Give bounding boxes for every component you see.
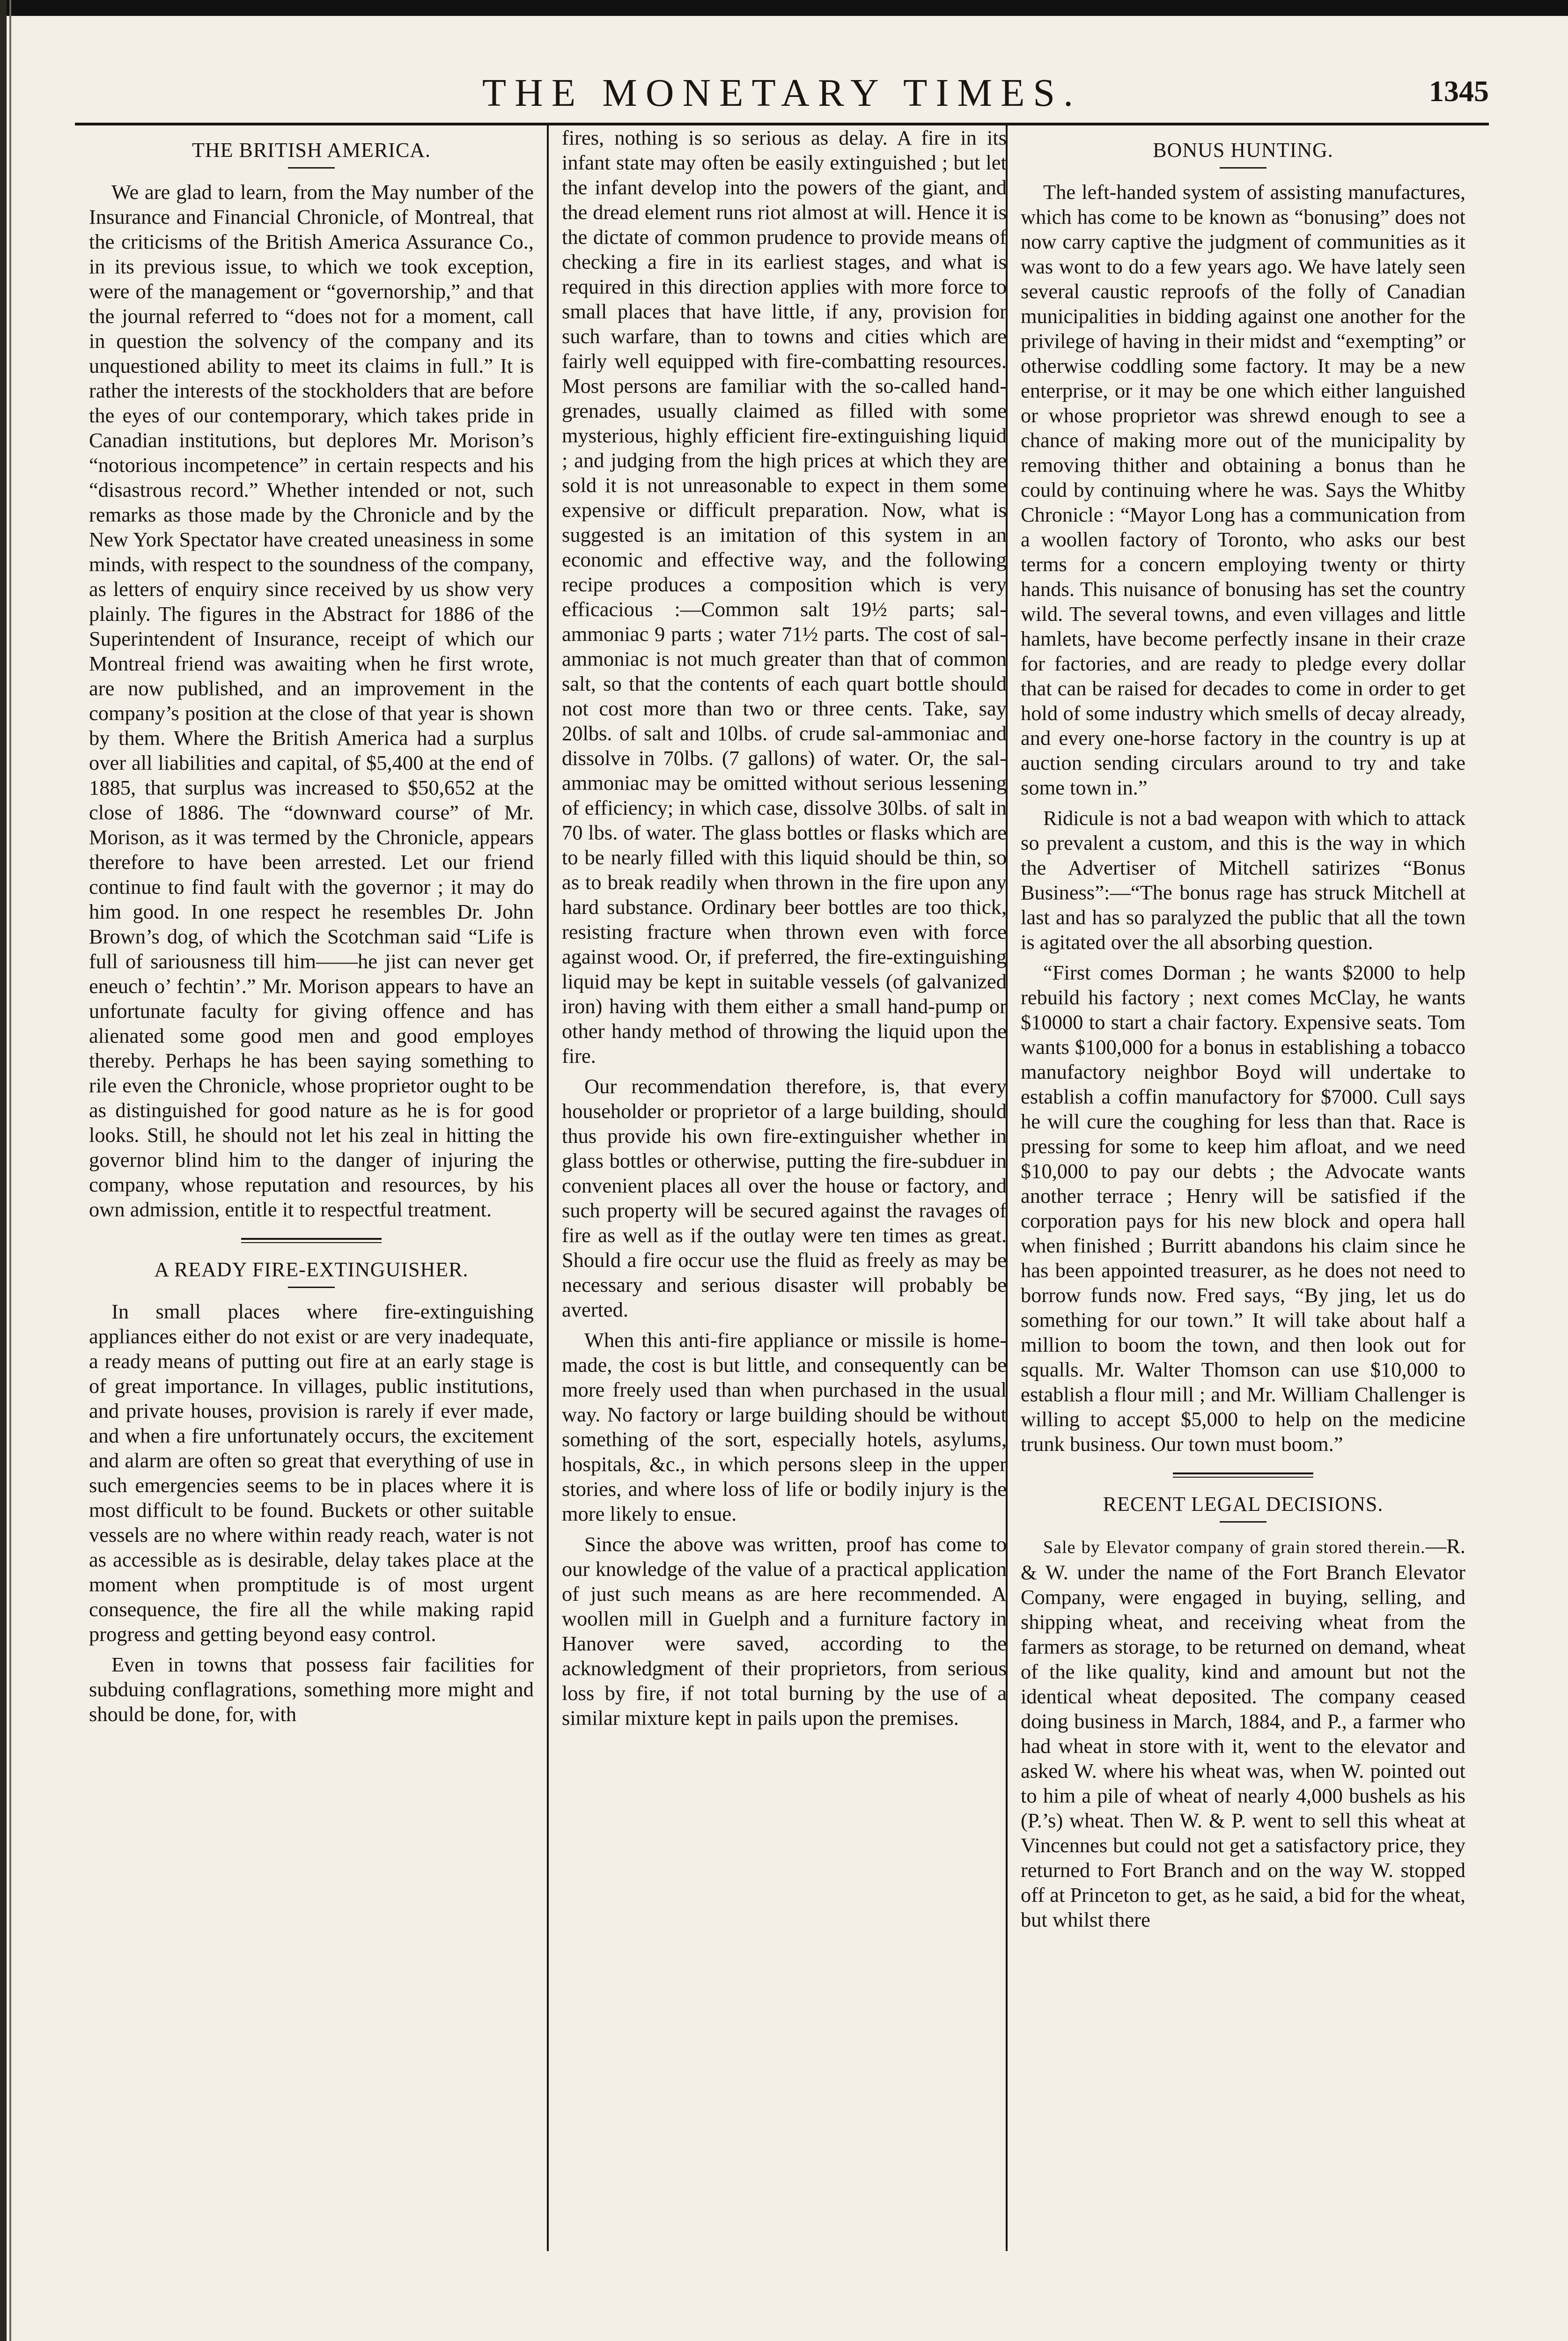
page-top-edge <box>0 0 1568 16</box>
case-text: —R. & W. under the name of the Fort Branch Elevator Company, were engaged in buying, selling, and shipping wheat, and receiving wheat from the farmers as storage, to be returned on demand, wheat of the like quality, kind and amount but not the identical wheat deposited. The company ceased doing business in March, 1884, and P., a farmer who had wheat in store with it, went to the elevator and asked W. where his wheat was, when W. pointed out to him a pile of wheat of nearly 4,000 bushels as his (P.’s) wheat. Then W. & P. went to sell this wheat at Vincennes but could not get a satisfactory price, they returned to Fort Branch and on the way W. stopped off at Princeton to get, as he said, a bid for the wheat, but whilst there <box>1021 1534 1465 1931</box>
article-paragraph: fires, nothing is so serious as delay. A fire in its infant state may often be easily extinguished ; but let the infant develop into the powers of the giant, and the dread element runs riot almost at will. Hence it is the dictate of common prudence to provide means of checking a fire in its earliest stages, and what is required in this direction applies with more force to small places that have little, if any, provision for such warfare, than to towns and cities which are fairly well equipped with fire-combatting resources. Most persons are familiar with the so-called hand-grenades, usually claimed as filled with some mysterious, highly efficient fire-extinguishing liquid ; and judging from the high prices at which they are sold it is not unreasonable to expect in them some expensive or difficult preparation. Now, what is suggested is an imitation of this system in an economic and effective way, and the following recipe produces a composition which is very efficacious :—Common salt 19½ parts; sal-ammoniac 9 parts ; water 71½ parts. The cost of sal-ammoniac is not much greater than that of common salt, so that the contents of each quart bottle should not cost more than two or three cents. Take, say 20lbs. of salt and 10lbs. of crude sal-ammoniac and dissolve in 70lbs. (7 gallons) of water. Or, the sal-ammoniac may be omitted without serious lessening of efficiency; in which case, dissolve 30lbs. of salt in 70 lbs. of water. The glass bottles or flasks which are to be nearly filled with this liquid should be thin, so as to break readily when thrown in the fire upon any hard substance. Ordinary beer bottles are too thick, resisting fracture when thrown even with force against wood. Or, if preferred, the fire-extinguishing liquid may be kept in suitable vessels (of galvanized iron) having with them either a small hand-pump or other handy method of throwing the liquid upon the fire. <box>562 126 1007 1067</box>
article-paragraph: Since the above was written, proof has come to our knowledge of the value of a practical application of just such means as are here recommended. A woollen mill in Guelph and a furniture factory in Hanover were saved, according to the acknowledgment of their proprietors, from serious loss by fire, if not total burning by the use of a similar mixture kept in pails upon the premises. <box>562 1532 1007 1730</box>
article-paragraph <box>1021 1534 1465 1932</box>
article-paragraph: We are glad to learn, from the May number of the Insurance and Financial Chronicle, of Montreal, that the criticisms of the British America Assurance Co., in its previous issue, to which we took exception, were of the management or “governorship,” and that the journal referred to “does not for a moment, call in question the solvency of the company and its unquestioned ability to meet its claims in full.” It is rather the interests of the stockholders that are before the eyes of our contemporary, which takes pride in Canadian institutions, but deplores Mr. Morison’s “notorious incompetence” in certain respects and his “disastrous record.” Whether intended or not, such remarks as those made by the Chronicle and by the New York Spectator have created uneasiness in some minds, with respect to the soundness of the company, as letters of enquiry since received by us show very plainly. The figures in the Abstract for 1886 of the Superintendent of Insurance, receipt of which our Montreal friend was awaiting when he first wrote, are now published, and an improvement in the company’s position at the close of that year is shown by them. Where the British America had a surplus over all liabilities and capital, of $5,400 at the end of 1885, that surplus was increased to $50,652 at the close of 1886. The “downward course” of Mr. Morison, as it was termed by the Chronicle, appears therefore to have been arrested. Let our friend continue to find fault with the governor ; it may do him good. In one respect he resembles Dr. John Brown’s dog, of which the Scotchman said “Life is full of sariousness till him——he jist can never get eneuch o’ fechtin’.” Mr. Morison appears to have an unfortunate faculty for giving offence and has alienated some good men and good employes thereby. Perhaps he has been saying something to rile even the Chronicle, whose proprietor ought to be as distinguished for good nature as he is for good looks. Still, he should not let his zeal in hitting the governor blind him to the danger of injuring the company, whose reputation and resources, by his own admission, entitle it to respectful treatment. <box>89 180 534 1221</box>
heading-rule <box>1220 1521 1266 1523</box>
column-rule-1 <box>547 125 549 2251</box>
column-1 <box>89 125 534 2289</box>
article-paragraph: The left-handed system of assisting manufactures, which has come to be known as “bonusing” does not now carry captive the judgment of communities as it was wont to do a few years ago. We have lately seen several caustic reproofs of the folly of Canadian municipalities in bidding against one another for the privilege of having in their midst and “exempting” or otherwise coddling some factory. It may be a new enterprise, or it may be one which either languished or whose proprietor was shrewd enough to see a chance of making more out of the municipality by removing thither and obtaining a bonus than he could by continuing where he was. Says the Whitby Chronicle : “Mayor Long has a communication from a woollen factory of Toronto, who asks our best terms for a concern employing twenty or thirty hands. This nuisance of bonusing has set the country wild. The several towns, and even villages and little hamlets, have become perfectly insane in their craze for factories, and are ready to pledge every dollar that can be raised for decades to come in order to get hold of some industry which smells of decay already, and every one-horse factory in the country is up at auction sending circulars around to try and take some town in.” <box>1021 180 1465 799</box>
article-paragraph: Ridicule is not a bad weapon with which to attack so prevalent a custom, and this is the way in which the Advertiser of Mitchell satirizes “Bonus Business”:—“The bonus rage has struck Mitchell at last and has so paralyzed the public that all the town is agitated over the all absorbing question. <box>1021 806 1465 954</box>
page-binding-shadow <box>9 0 11 2341</box>
column-2 <box>562 125 1007 2289</box>
article-heading-fire-extinguisher: A READY FIRE-EXTINGUISHER. <box>154 1258 469 1281</box>
page-number: 1345 <box>1429 74 1489 108</box>
article-paragraph: Even in towns that possess fair facilities for subduing conflagrations, something more might and should be done, for, with <box>89 1653 534 1726</box>
article-separator <box>1173 1472 1313 1478</box>
newspaper-title: THE MONETARY TIMES. <box>482 71 1082 115</box>
article-separator <box>241 1238 382 1243</box>
heading-rule <box>288 1287 335 1288</box>
article-paragraph: Our recommendation therefore, is, that every householder or proprietor of a large building, should thus provide his own fire-extinguisher whether in glass bottles or otherwise, putting the fire-subduer in convenient places all over the house or factory, and such property will be secured against the ravages of fire as well as if the outlay were ten times as great. Should a fire occur use the fluid as freely as may be necessary and serious disaster will probably be averted. <box>562 1075 1007 1321</box>
article-paragraph: In small places where fire-extinguishing appliances either do not exist or are very inadequate, a ready means of putting out fire at an early stage is of great importance. In villages, public institutions, and private houses, provision is rarely if ever made, and when a fire unfortunately occurs, the excitement and alarm are often so great that everything of use in such emergencies seems to be in places where it is most difficult to be found. Buckets or other suitable vessels are no where within ready reach, water is not as accessible as is desirable, delay takes place at the moment when promptitude is of most urgent consequence, the fire all the while making rapid progress and getting beyond easy control. <box>89 1300 534 1646</box>
heading-rule <box>288 167 335 169</box>
article-paragraph: “First comes Dorman ; he wants $2000 to help rebuild his factory ; next comes McClay, he wants $10000 to start a chair factory. Expensive seats. Tom wants $100,000 for a bonus in establishing a tobacco manufactory neighbor Boyd will undertake to establish a coffin manufactory for $7000. Cull says he will cure the coughing for less than that. Race is pressing for some to keep him afloat, and we need $10,000 to pay our debts ; the Advocate wants another terrace ; Henry will be satisfied if the corporation pays for his new block and opera hall when finished ; Burritt abandons his claim since he has been appointed treasurer, as he does not need to borrow funds now. Fred says, “By jing, let us do something for our town.” It will take about half a million to boom the town, and then look out for squalls. Mr. Walter Thomson can use $10,000 to establish a flour mill ; and Mr. William Challenger is willing to accept $5,000 to help on the medicine trunk business. Our town must boom.” <box>1021 961 1465 1456</box>
article-heading-bonus-hunting: BONUS HUNTING. <box>1153 139 1333 162</box>
case-lead-in: Sale by Elevator company of grain stored therein. <box>1043 1538 1426 1557</box>
masthead <box>75 70 1489 122</box>
article-paragraph: When this anti-fire appliance or missile is home-made, the cost is but little, and consequently can be more freely used than when purchased in the usual way. No factory or large building should be without something of the sort, especially hotels, asylums, hospitals, &c., in which persons sleep in the upper stories, and where loss of life or bodily injury is the more likely to ensue. <box>562 1328 1007 1525</box>
article-heading-british-america: THE BRITISH AMERICA. <box>191 139 431 162</box>
heading-rule <box>1220 167 1266 169</box>
page-binding-edge <box>0 0 7 2341</box>
article-heading-legal-decisions: RECENT LEGAL DECISIONS. <box>1103 1493 1384 1516</box>
column-3 <box>1021 125 1465 2289</box>
